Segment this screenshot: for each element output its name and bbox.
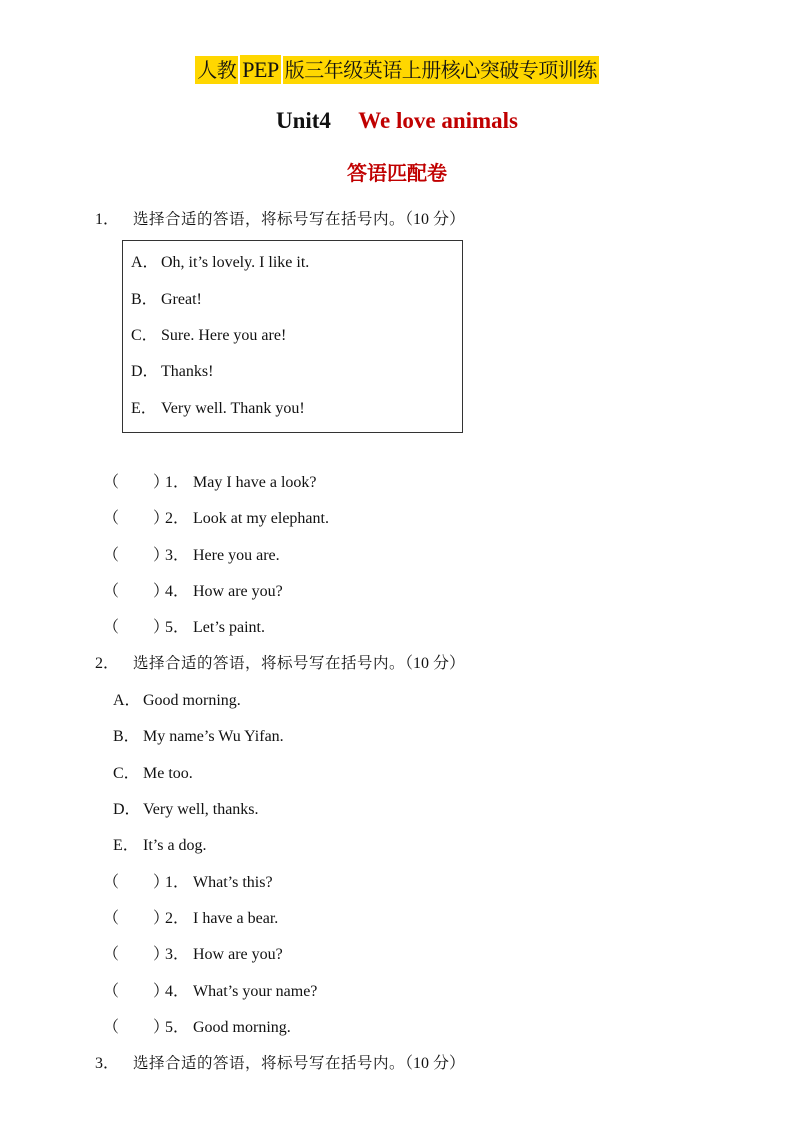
option-d — [113, 796, 259, 819]
worksheet-title — [0, 54, 794, 86]
answer-blank[interactable]: （ — [103, 1019, 120, 1036]
paren-close: ） — [153, 983, 170, 1000]
title-segment: PEP — [242, 57, 279, 82]
option-b — [113, 723, 284, 746]
option-text: Thanks! — [161, 363, 214, 380]
paren-close: ） — [153, 510, 170, 527]
question-item — [103, 614, 265, 637]
answer-blank[interactable]: （ — [103, 983, 120, 1000]
question-item — [103, 469, 317, 492]
item-number: 3． — [165, 547, 190, 564]
answer-blank[interactable]: （ — [103, 619, 120, 636]
option-d — [131, 358, 213, 381]
item-number: 4． — [165, 983, 190, 1000]
paren-close: ） — [153, 910, 170, 927]
section-instruction: 选择合适的答语，将标号写在括号内。 — [133, 1054, 406, 1072]
unit-name: We love animals — [358, 108, 519, 133]
unit-heading — [0, 108, 794, 134]
question-item — [103, 978, 317, 1001]
section-2-heading — [95, 650, 465, 673]
section-score: （10 分） — [405, 1055, 466, 1072]
option-letter: C． — [131, 327, 158, 344]
item-number: 1． — [165, 874, 190, 891]
paren-close: ） — [153, 619, 170, 636]
option-text: Oh, it’s lovely. I like it. — [161, 254, 310, 271]
answer-blank[interactable]: （ — [103, 910, 120, 927]
paren-close: ） — [153, 474, 170, 491]
answer-blank[interactable]: （ — [103, 874, 120, 891]
option-letter: B． — [131, 291, 158, 308]
answer-blank[interactable]: （ — [103, 583, 120, 600]
answer-blank[interactable]: （ — [103, 510, 120, 527]
option-text: Very well, thanks. — [143, 801, 259, 818]
option-a — [131, 249, 309, 272]
answer-blank[interactable]: （ — [103, 946, 120, 963]
option-c — [113, 760, 193, 783]
section-1-heading — [95, 206, 465, 229]
section-3-heading — [95, 1050, 465, 1073]
item-text: What’s your name? — [193, 983, 318, 1000]
answer-blank[interactable]: （ — [103, 547, 120, 564]
item-text: Look at my elephant. — [193, 510, 329, 527]
item-text: What’s this? — [193, 874, 273, 891]
question-item — [103, 542, 280, 565]
item-text: Good morning. — [193, 1019, 291, 1036]
option-b — [131, 286, 202, 309]
item-number: 2． — [165, 910, 190, 927]
section-number: 1． — [95, 211, 120, 228]
option-letter: A． — [113, 692, 141, 709]
option-text: Very well. Thank you! — [161, 400, 305, 417]
section-score: （10 分） — [405, 655, 466, 672]
item-text: How are you? — [193, 946, 283, 963]
option-text: Great! — [161, 291, 202, 308]
option-text: Sure. Here you are! — [161, 327, 287, 344]
option-e — [131, 395, 305, 418]
question-item — [103, 505, 329, 528]
paren-close: ） — [153, 547, 170, 564]
option-letter: D． — [131, 363, 159, 380]
item-text: Here you are. — [193, 547, 280, 564]
item-number: 2． — [165, 510, 190, 527]
item-number: 1． — [165, 474, 190, 491]
question-item — [103, 869, 273, 892]
option-letter: B． — [113, 728, 140, 745]
item-text: I have a bear. — [193, 910, 279, 927]
option-text: It’s a dog. — [143, 837, 207, 854]
question-item — [103, 578, 283, 601]
option-a — [113, 687, 241, 710]
item-number: 4． — [165, 583, 190, 600]
item-number: 5． — [165, 619, 190, 636]
option-text: Me too. — [143, 765, 193, 782]
answer-blank[interactable]: （ — [103, 474, 120, 491]
option-text: My name’s Wu Yifan. — [143, 728, 284, 745]
option-letter: A． — [131, 254, 159, 271]
section-score: （10 分） — [405, 211, 466, 228]
option-letter: D． — [113, 801, 141, 818]
question-item — [103, 941, 283, 964]
option-letter: C． — [113, 765, 140, 782]
item-number: 3． — [165, 946, 190, 963]
item-number: 5． — [165, 1019, 190, 1036]
item-text: How are you? — [193, 583, 283, 600]
paren-close: ） — [153, 946, 170, 963]
item-text: Let’s paint. — [193, 619, 265, 636]
paren-close: ） — [153, 874, 170, 891]
question-item — [103, 905, 278, 928]
option-e — [113, 832, 207, 855]
item-text: May I have a look? — [193, 474, 317, 491]
section-instruction: 选择合适的答语，将标号写在括号内。 — [133, 654, 406, 672]
paren-close: ） — [153, 583, 170, 600]
option-text: Good morning. — [143, 692, 241, 709]
option-letter: E． — [131, 400, 157, 417]
option-letter: E． — [113, 837, 139, 854]
section-number: 3． — [95, 1055, 120, 1072]
question-item — [103, 1014, 291, 1037]
paren-close: ） — [153, 1019, 170, 1036]
title-segment: 版三年级英语上册核心突破专项训练 — [284, 58, 597, 82]
worksheet-subtitle: 答语匹配卷 — [347, 161, 447, 185]
section-instruction: 选择合适的答语，将标号写在括号内。 — [133, 210, 406, 228]
section-number: 2． — [95, 655, 120, 672]
title-segment: 人教 — [197, 58, 237, 82]
unit-label: Unit4 — [275, 108, 331, 133]
option-c — [131, 322, 286, 345]
